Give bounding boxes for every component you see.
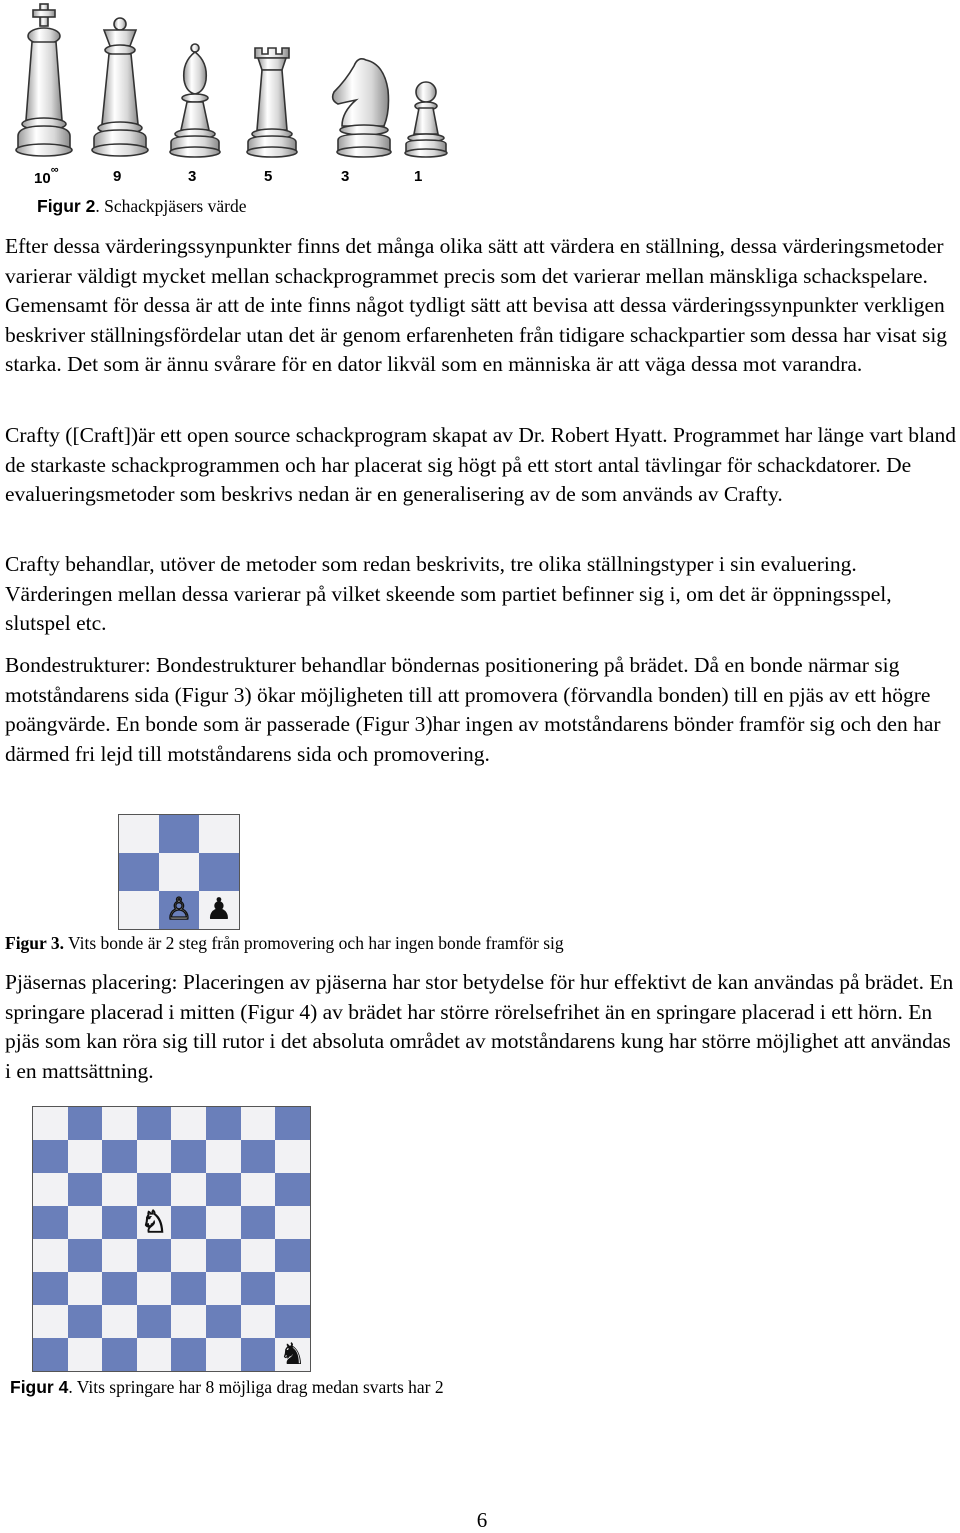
board-square [199,891,239,929]
board-square [33,1272,68,1305]
white-pawn-icon: ♙ [165,893,193,926]
board-square [33,1173,68,1206]
board-square [206,1305,241,1338]
board-square [137,1140,172,1173]
paragraph-evaluation: Efter dessa värderingssynpunkter finns det många olika sätt att värdera en ställning, dessa värderingsmetoder varierar väldigt mycket mellan schackprogrammet precis som det varierar mellan mänskliga schackspelare. Gemensamt för dessa är att de inte finns något tydligt sätt att bevisa att dessa värderingssynpunkter verkligen beskriver ställningsfördelar utan det är genom erfarenheten från tidigare schackpartier som dessa har visat sig starka. Det som är ännu svårare för en dator likväl som en människa är att väga dessa mot varandra. [5,234,948,377]
chess-pieces-figure [12,0,452,166]
white-knight-icon: ♘ [140,1205,168,1239]
board-square [102,1140,137,1173]
figure4-board [32,1106,311,1372]
board-square [206,1239,241,1272]
board-square [171,1140,206,1173]
board-square [171,1239,206,1272]
board-square [275,1107,310,1140]
board-square [241,1206,276,1239]
black-pawn-icon: ♟ [205,893,233,926]
paragraph-pawn-structures: Bondestrukturer: Bondestrukturer behandlar böndernas positionering på brädet. Då en bonde närmar sig motståndarens sida (Figur 3) ökar möjligheten till att promovera (förvandla bonden) till en pjäs av ett högre poängvärde. En bonde som är passerade (Figur 3)har ingen av motståndarens bönder framför sig och den har därmed fri lejd till motståndarens sida och promovering. [5,653,941,766]
board-square [275,1305,310,1338]
board-square [275,1173,310,1206]
board-square [119,891,159,929]
board-square [159,853,199,891]
board-square [137,1305,172,1338]
board-square [68,1173,103,1206]
board-square [33,1305,68,1338]
board-square [102,1107,137,1140]
knight-value: 3 [341,168,350,185]
board-square [68,1272,103,1305]
queen-icon [92,18,148,156]
figure3-board [118,814,240,930]
knight-icon [333,59,391,157]
board-square [68,1107,103,1140]
board-square [33,1239,68,1272]
board-square [171,1206,206,1239]
queen-value: 9 [113,168,122,185]
board-square [137,1272,172,1305]
figure2-caption: Figur 2. Schackpjäsers värde [37,196,247,216]
board-square [206,1206,241,1239]
board-square [33,1140,68,1173]
board-square [171,1173,206,1206]
board-square [275,1239,310,1272]
board-square [33,1206,68,1239]
board-square [241,1272,276,1305]
board-square [206,1272,241,1305]
board-square [68,1140,103,1173]
bishop-value: 3 [188,168,197,185]
rook-value: 5 [264,168,273,185]
board-square [171,1305,206,1338]
board-square [275,1338,310,1371]
page-number: 6 [476,1508,488,1532]
board-square [241,1107,276,1140]
paragraph-piece-placement: Pjäsernas placering: Placeringen av pjäserna har stor betydelse för hur effektivt de kan användas på brädet. En springare placerad i mitten (Figur 4) av brädet har större rörelsefrihet än en springare placerad i ett hörn. En pjäs som kan röra sig till rutor i det absoluta området av motståndarens kung har större möjlighet att användas i en mattsättning. [5,970,954,1083]
king-icon [16,4,72,156]
board-square [68,1305,103,1338]
board-square [159,891,199,929]
figure3-caption: Figur 3. Vits bonde är 2 steg från promovering och har ingen bonde framför sig [5,933,564,953]
board-square [119,815,159,853]
board-square [137,1173,172,1206]
board-square [241,1239,276,1272]
board-square [206,1173,241,1206]
pawn-value: 1 [414,168,423,185]
board-square [102,1206,137,1239]
board-square [199,853,239,891]
board-square [206,1140,241,1173]
board-square [102,1272,137,1305]
board-square [171,1338,206,1371]
rook-icon [247,48,297,157]
paragraph-crafty-types: Crafty behandlar, utöver de metoder som redan beskrivits, tre olika ställningstyper i sin evaluering. Värderingen mellan dessa varierar på vilket skeende som partiet befinner sig i, om det är öppningsspel, slutspel etc. [5,552,892,636]
figure4-caption: Figur 4. Vits springare har 8 möjliga drag medan svarts har 2 [10,1377,444,1397]
board-square [171,1272,206,1305]
king-value: 10∞ [34,164,59,187]
board-square [102,1239,137,1272]
board-square [137,1206,172,1239]
board-square [102,1338,137,1371]
board-square [241,1305,276,1338]
board-square [171,1107,206,1140]
board-square [206,1107,241,1140]
board-square [102,1173,137,1206]
board-square [206,1338,241,1371]
board-square [199,815,239,853]
board-square [68,1338,103,1371]
board-square [33,1338,68,1371]
paragraph-crafty: Crafty ([Craft])är ett open source schackprogram skapat av Dr. Robert Hyatt. Programmet har länge vart bland de starkaste schackprogrammen och har placerat sig högt på ett stort antal tävlingar för schackdatorer. De evalueringsmetoder som beskrivs nedan är en generalisering av de som används av Crafty. [5,423,957,507]
board-square [68,1206,103,1239]
board-square [275,1206,310,1239]
board-square [275,1140,310,1173]
board-square [137,1107,172,1140]
board-square [241,1338,276,1371]
board-square [241,1140,276,1173]
bishop-icon [170,44,220,157]
board-square [33,1107,68,1140]
pawn-icon [405,82,447,157]
board-square [68,1239,103,1272]
board-square [102,1305,137,1338]
black-knight-icon: ♞ [279,1337,306,1371]
chess-pieces-svg [12,0,452,166]
board-square [241,1173,276,1206]
board-square [137,1239,172,1272]
board-square [137,1338,172,1371]
board-square [119,853,159,891]
board-square [159,815,199,853]
board-square [275,1272,310,1305]
